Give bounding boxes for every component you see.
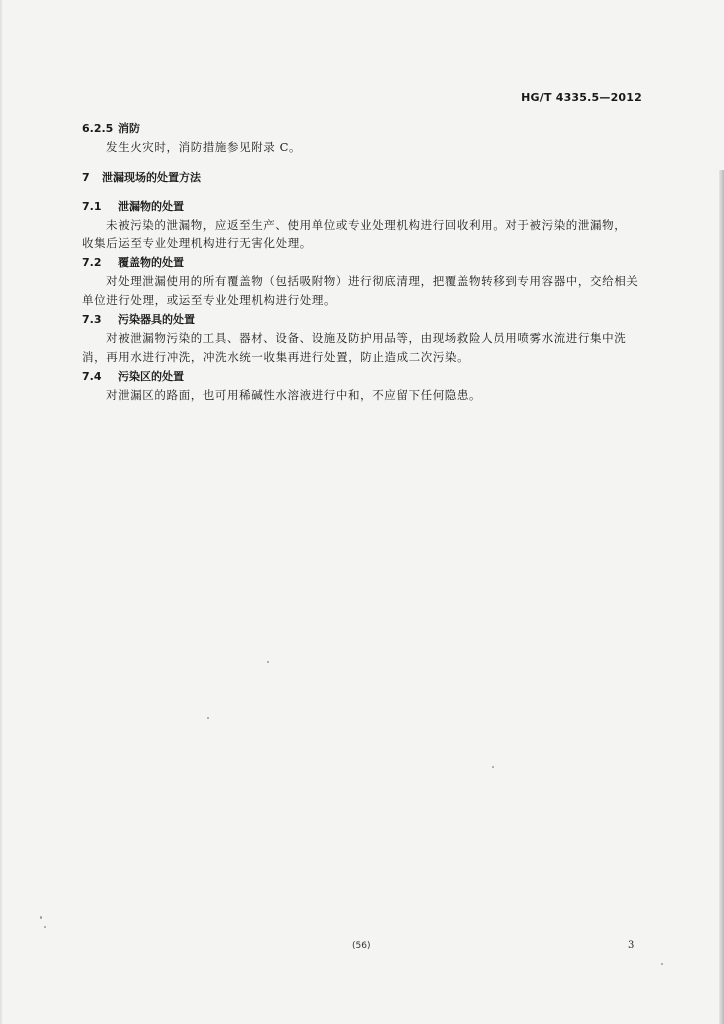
section-number: 7.2 <box>82 256 102 269</box>
section-7-4-body: 对泄漏区的路面，也可用稀碱性水溶液进行中和，不应留下任何隐患。 <box>106 388 482 402</box>
scan-speck <box>267 661 269 663</box>
scan-edge-left <box>0 0 3 1024</box>
standard-code-header: HG/T 4335.5—2012 <box>521 91 642 104</box>
section-number: 6.2.5 <box>82 122 114 135</box>
page-number: 3 <box>628 940 635 951</box>
section-7-4-heading <box>82 369 184 384</box>
section-7-1-heading <box>82 199 184 214</box>
section-7-1-body-line-1: 未被污染的泄漏物，应返至生产、使用单位或专业处理机构进行回收利用。对于被污染的泄漏物， <box>106 218 627 232</box>
section-title: 消防 <box>118 122 140 135</box>
scan-speck <box>44 926 46 928</box>
footer-code: (56) <box>352 941 371 951</box>
section-title: 泄漏现场的处置方法 <box>102 171 201 184</box>
section-7-2-body-line-2: 单位进行处理，或运至专业处理机构进行处理。 <box>82 293 337 307</box>
section-7-2-body-line-1: 对处理泄漏使用的所有覆盖物（包括吸附物）进行彻底清理，把覆盖物转移到专用容器中，交给相关 <box>106 274 639 288</box>
section-7-heading <box>82 170 201 185</box>
section-title: 污染区的处置 <box>118 370 184 383</box>
section-7-3-body-line-1: 对被泄漏物污染的工具、器材、设备、设施及防护用品等，由现场救险人员用喷雾水流进行集中洗 <box>106 331 627 345</box>
section-6-2-5-body: 发生火灾时，消防措施参见附录 C。 <box>106 140 302 154</box>
scan-speck <box>207 717 209 719</box>
section-7-1-body-line-2: 收集后运至专业处理机构进行无害化处理。 <box>82 236 312 250</box>
section-number: 7.3 <box>82 313 102 326</box>
section-7-2-heading <box>82 255 184 270</box>
section-7-3-body-line-2: 消，再用水进行冲洗，冲洗水统一收集再进行处置，防止造成二次污染。 <box>82 350 470 364</box>
section-number: 7.4 <box>82 370 102 383</box>
section-number: 7.1 <box>82 200 102 213</box>
section-7-3-heading <box>82 312 195 327</box>
section-number: 7 <box>82 171 90 184</box>
scan-speck <box>40 916 42 919</box>
scan-speck <box>661 963 663 965</box>
section-title: 污染器具的处置 <box>118 313 195 326</box>
section-title: 覆盖物的处置 <box>118 256 184 269</box>
section-6-2-5-heading <box>82 121 140 136</box>
scan-edge-right <box>719 170 724 1024</box>
section-title: 泄漏物的处置 <box>118 200 184 213</box>
scan-speck <box>492 766 494 768</box>
